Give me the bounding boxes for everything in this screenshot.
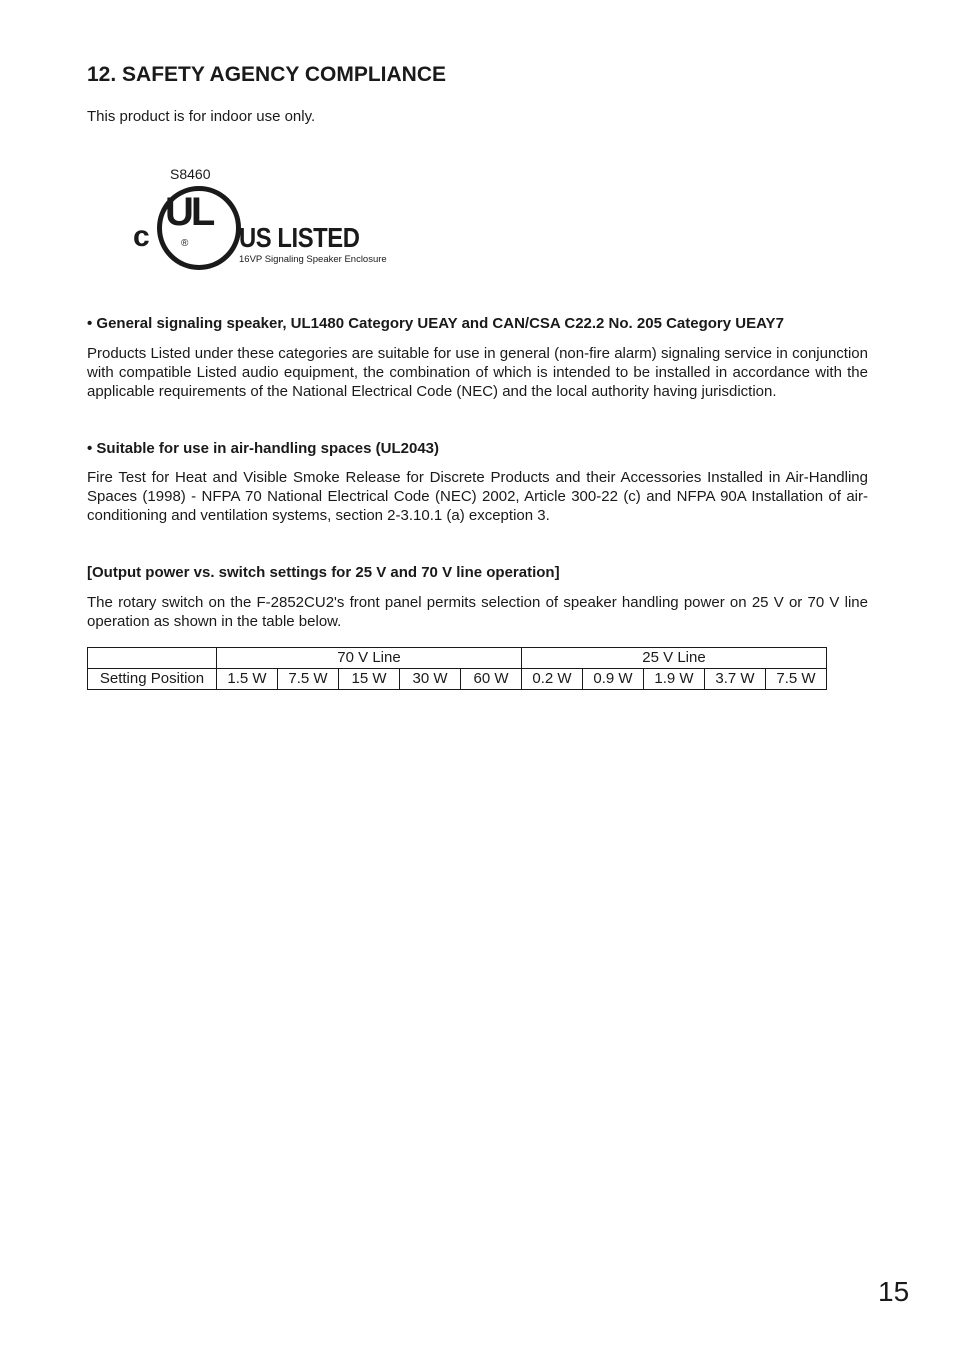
table-cell: 7.5 W [766,669,827,690]
logo-c-letter: c [133,220,150,253]
indoor-use-note: This product is for indoor use only. [87,108,316,125]
product-category: 16VP Signaling Speaker Enclosure [239,254,387,265]
table-corner-cell [88,648,217,669]
group-25v-header: 25 V Line [522,648,827,669]
page-number: 15 [878,1276,910,1307]
table-cell: 30 W [400,669,461,690]
registered-symbol: ® [181,238,189,249]
table-cell: 1.5 W [217,669,278,690]
page-title: 12. SAFETY AGENCY COMPLIANCE [87,63,447,86]
table-row [88,669,827,690]
power-settings-table [87,647,827,690]
section-title-air-handling: • Suitable for use in air-handling spaces (UL2043) [87,440,440,457]
section-body-general: Products Listed under these categories are suitable for use in general (non-fire alarm) signaling service in conjunction with compatible Listed audio equipment, the combination of which is intended to be installed in accordance with the applicable requirements of the National Electrical Code (NEC) and the local authority having jurisdiction. [87,345,868,400]
table-cell: 7.5 W [278,669,339,690]
table-cell: 0.9 W [583,669,644,690]
ul-listing-mark [130,166,420,276]
section-title-general: • General signaling speaker, UL1480 Category UEAY and CAN/CSA C22.2 No. 205 Category UEAY7 [87,315,784,332]
row-label: Setting Position [88,669,217,690]
file-number: S8460 [170,166,211,182]
section-body-air-handling: Fire Test for Heat and Visible Smoke Release for Discrete Products and their Accessories Installed in Air-Handling Spaces (1998) - NFPA 70 National Electrical Code (NEC) 2002, Article 300-22 (c) and NFPA 90A Installation of air-conditioning and ventilation systems, section 2-3.10.1 (a) exception 3. [87,469,868,524]
table-cell: 3.7 W [705,669,766,690]
table-cell: 0.2 W [522,669,583,690]
section-body-output-power: The rotary switch on the F-2852CU2's front panel permits selection of speaker handling power on 25 V or 70 V line operation as shown in the table below. [87,594,868,630]
section-title-output-power: [Output power vs. switch settings for 25 V and 70 V line operation] [87,564,560,581]
ul-letters: UL [165,190,213,234]
table-cell: 1.9 W [644,669,705,690]
us-listed-text: US LISTED [239,222,360,253]
group-70v-header: 70 V Line [217,648,522,669]
table-cell: 15 W [339,669,400,690]
table-cell: 60 W [461,669,522,690]
table-header-row [88,648,827,669]
